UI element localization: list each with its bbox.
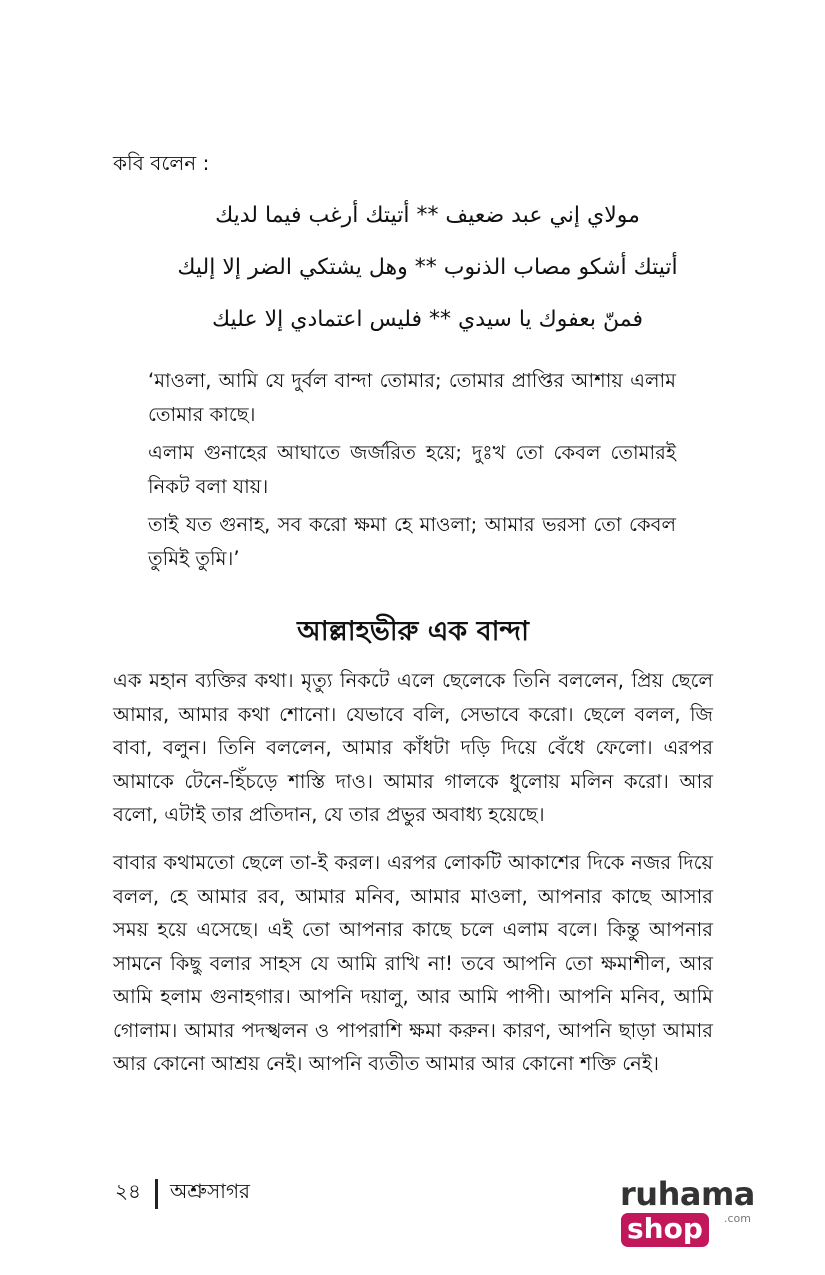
logo-shop-badge: shop	[621, 1213, 709, 1247]
page-footer	[115, 1177, 250, 1210]
publisher-logo	[620, 1175, 825, 1245]
arabic-verse-3: فمنّ بعفوك يا سيدي ** فليس اعتمادي إلا عليك	[211, 307, 643, 332]
arabic-verse-2: أتيتك أشكو مصاب الذنوب ** وهل يشتكي الضر إلا إليك	[177, 255, 678, 280]
book-title: অশ্রুসাগর	[169, 1179, 251, 1203]
body-paragraph-2: বাবার কথামতো ছেলে তা-ই করল। এরপর লোকটি আকাশের দিকে নজর দিয়ে বলল, হে আমার রব, আমার মনিব, আমার মাওলা, আপনার কাছে আসার সময় হয়ে এসেছে। এই তো আপনার কাছে চলে এলাম বলে। কিন্তু আপনার সামনে কিছু বলার সাহস যে আমি রাখি না! তবে আপনি তো ক্ষমাশীল, আর আমি হলাম গুনাহগার। আপনি দয়ালু, আর আমি পাপী। আপনি মনিব, আমি গোলাম। আমার পদস্খলন ও পাপরাশি ক্ষমা করুন। কারণ, আপনি ছাড়া আমার আর কোনো আশ্রয় নেই। আপনি ব্যতীত আমার আর কোনো শক্তি নেই।	[113, 851, 713, 1075]
section-heading: আল্লাহভীরু এক বান্দা	[297, 616, 529, 647]
arabic-verse-1: مولاي إني عبد ضعيف ** أتيتك أرغب فيما لديك	[215, 203, 640, 228]
translation-line-1: ‘মাওলা, আমি যে দুর্বল বান্দা তোমার; তোমার প্রাপ্তির আশায় এলাম তোমার কাছে।	[148, 369, 676, 426]
translation-line-2: এলাম গুনাহের আঘাতে জর্জরিত হয়ে; দুঃখ তো কেবল তোমারই নিকট বলা যায়।	[148, 441, 676, 498]
logo-domain: .com	[724, 1212, 751, 1225]
poem-intro: কবি বলেন :	[113, 151, 210, 175]
footer-divider	[155, 1179, 158, 1209]
body-paragraph-1: এক মহান ব্যক্তির কথা। মৃত্যু নিকটে এলে ছেলেকে তিনি বললেন, প্রিয় ছেলে আমার, আমার কথা শোনো। যেভাবে বলি, সেভাবে করো। ছেলে বলল, জি বাবা, বলুন। তিনি বললেন, আমার কাঁধটা দড়ি দিয়ে বেঁধে ফেলো। এরপর আমাকে টেনে-হিঁচড়ে শাস্তি দাও। আমার গালকে ধুলোয় মলিন করো। আর বলো, এটাই তার প্রতিদান, যে তার প্রভুর অবাধ্য হয়েছে।	[113, 669, 713, 826]
translation-line-3: তাই যত গুনাহ, সব করো ক্ষমা হে মাওলা; আমার ভরসা তো কেবল তুমিই তুমি।’	[148, 513, 676, 570]
logo-word: ruhama	[620, 1175, 755, 1213]
page-number: ২৪	[115, 1179, 141, 1203]
